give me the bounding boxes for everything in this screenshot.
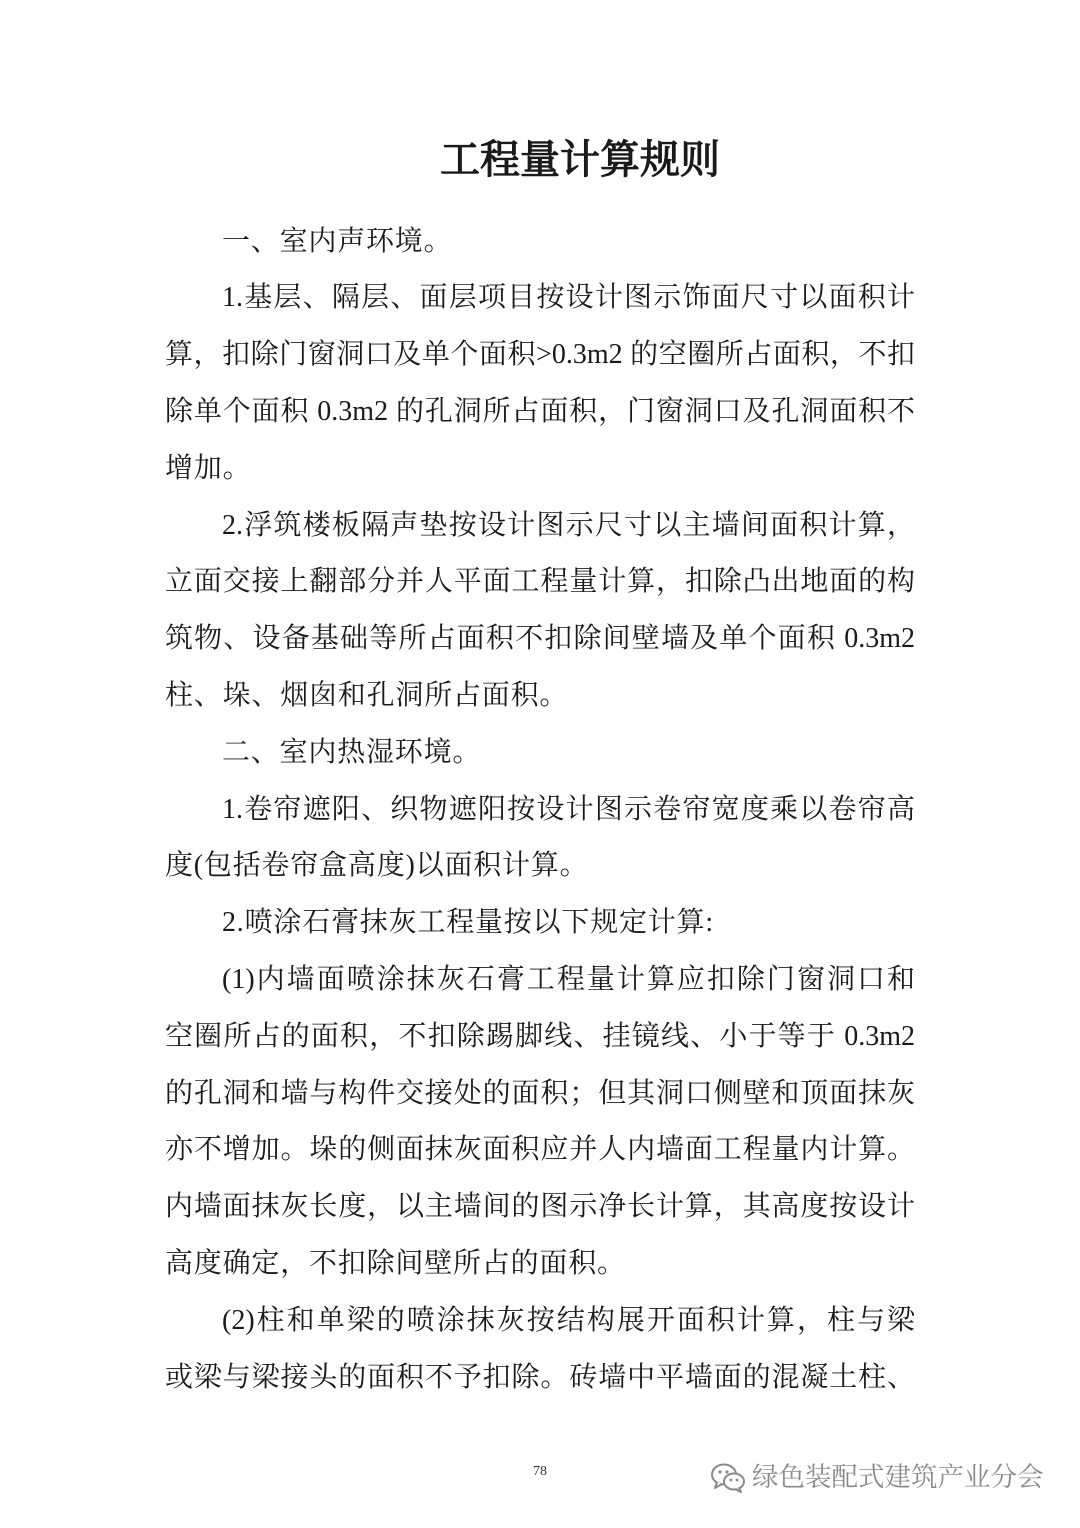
text-line: 度(包括卷帘盒高度)以面积计算。 bbox=[165, 850, 589, 882]
section-heading: 二、室内热湿环境。 bbox=[222, 736, 482, 768]
paragraph bbox=[165, 1293, 915, 1407]
text-line: 柱、垛、烟囱和孔洞所占面积。 bbox=[165, 679, 569, 711]
document-body bbox=[165, 214, 915, 1407]
paragraph bbox=[165, 895, 915, 952]
paragraph bbox=[165, 498, 915, 725]
text-line: 2.喷涂石膏抹灰工程量按以下规定计算: bbox=[222, 907, 714, 939]
text-line: 1.卷帘遮阳、织物遮阳按设计图示卷帘宽度乘以卷帘高 bbox=[222, 793, 915, 825]
paragraph bbox=[165, 952, 915, 1293]
text-line: 1.基层、隔层、面层项目按设计图示饰面尺寸以面积计 bbox=[222, 282, 915, 314]
text-line: 立面交接上翻部分并人平面工程量计算，扣除凸出地面的构 bbox=[165, 566, 915, 598]
paragraph bbox=[165, 270, 915, 497]
text-line: 内墙面抹灰长度，以主墙间的图示净长计算，其高度按设计 bbox=[165, 1191, 915, 1223]
page-number: 78 bbox=[533, 1464, 547, 1479]
text-line: 空圈所占的面积，不扣除踢脚线、挂镜线、小于等于 0.3m2 bbox=[165, 1020, 915, 1052]
text-line: 筑物、设备基础等所占面积不扣除间壁墙及单个面积 0.3m2 bbox=[165, 623, 915, 655]
text-line: 的孔洞和墙与构件交接处的面积；但其洞口侧壁和顶面抹灰 bbox=[165, 1077, 915, 1109]
text-line: (2)柱和单梁的喷涂抹灰按结构展开面积计算，柱与梁 bbox=[222, 1304, 915, 1336]
text-line: 2.浮筑楼板隔声垫按设计图示尺寸以主墙间面积计算， bbox=[222, 509, 915, 541]
paragraph bbox=[165, 782, 915, 896]
text-line: 除单个面积 0.3m2 的孔洞所占面积，门窗洞口及孔洞面积不 bbox=[165, 395, 915, 427]
watermark bbox=[710, 1458, 1044, 1498]
text-line: 亦不增加。垛的侧面抹灰面积应并人内墙面工程量内计算。 bbox=[165, 1134, 915, 1166]
watermark-text: 绿色装配式建筑产业分会 bbox=[752, 1462, 1044, 1493]
text-line: (1)内墙面喷涂抹灰石膏工程量计算应扣除门窗洞口和 bbox=[222, 963, 915, 995]
text-line: 增加。 bbox=[165, 452, 252, 484]
document-title: 工程量计算规则 bbox=[440, 136, 720, 183]
text-line: 或梁与梁接头的面积不予扣除。砖墙中平墙面的混凝土柱、 bbox=[165, 1361, 915, 1393]
section-heading: 一、室内声环境。 bbox=[222, 225, 453, 257]
wechat-icon bbox=[710, 1462, 746, 1494]
text-line: 算，扣除门窗洞口及单个面积>0.3m2 的空圈所占面积，不扣 bbox=[165, 339, 915, 371]
text-line: 高度确定，不扣除间壁所占的面积。 bbox=[165, 1247, 626, 1279]
